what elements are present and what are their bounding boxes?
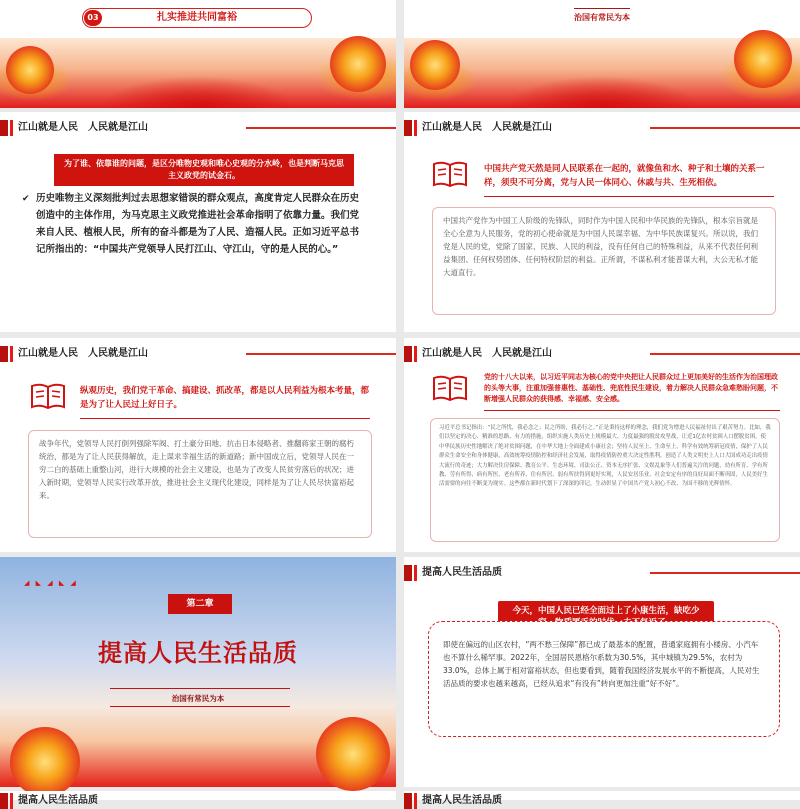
chapter-rule: [110, 706, 290, 707]
header-title: 提高人民生活品质: [422, 795, 502, 806]
slide-banner-2[interactable]: [404, 0, 800, 108]
lead-text: 纵观历史，我们党干革命、搞建设、抓改革，都是以人民利益为根本考量，都是为了让人民过上好日子。: [80, 386, 370, 410]
lead-rule: [484, 410, 780, 411]
slide-header: [404, 120, 800, 136]
header-bar: [0, 793, 8, 809]
lead-rule: [484, 196, 774, 197]
section-title: 扎实推进共同富裕: [82, 8, 312, 28]
slide-header: [404, 346, 800, 362]
header-title: 提高人民生活品质: [18, 795, 98, 806]
section-number: 03: [84, 10, 102, 26]
chapter-title: 提高人民生活品质: [98, 638, 298, 667]
header-rule: [650, 353, 800, 355]
slide-header: [0, 346, 396, 362]
motto-rule: [574, 8, 630, 9]
header-rule: [650, 572, 800, 574]
content-box: 中国共产党作为中国工人阶级的先锋队，同时作为中国人民和中华民族的先锋队，根本宗旨就是全心全意为人民服务，党的初心使命就是为中国人民谋幸福、为中华民族谋复兴。所以说，我们党是人民的党，党除了国家、民族、人民的利益，没有任何自己的特殊利益，从来不代表任何利益集团、任何权势团体、任何特权阶层的利益。正所谓，不谋私利才能普谋大利，大公无私才能大道直行。: [432, 207, 776, 315]
chapter-label: 第二章: [168, 594, 232, 614]
chapter-rule: [110, 688, 290, 689]
header-bar: [10, 793, 13, 809]
lead-rule: [80, 418, 370, 419]
header-title: 江山就是人民 人民就是江山: [18, 348, 148, 359]
header-bar: [0, 346, 8, 362]
slide-content-3[interactable]: [0, 112, 396, 332]
header-bar: [404, 120, 412, 136]
header-bar: [414, 793, 417, 809]
slide-header: [0, 120, 396, 136]
header-bar: [10, 346, 13, 362]
slide-content-5[interactable]: [0, 338, 396, 552]
slide-header: [404, 565, 800, 581]
header-rule: [246, 353, 396, 355]
header-bar: [414, 346, 417, 362]
flower-decoration: [10, 727, 80, 797]
motto-text: 治国有常民为本: [574, 13, 630, 22]
header-title: 江山就是人民 人民就是江山: [422, 122, 552, 133]
header-bar: [404, 346, 412, 362]
book-icon: [432, 160, 468, 188]
lead-text: 中国共产党天然是同人民联系在一起的，就像鱼和水、种子和土壤的关系一样，须臾不可分离，党与人民一体同心、休戚与共、生死相依。: [484, 164, 765, 188]
birds-decoration: ◢ ◣ ◢ ◣ ◢: [24, 579, 78, 587]
flower-decoration: [410, 40, 460, 90]
content-box: 即使在偏远的山区农村，“两不愁三保障”都已成了最基本的配置，普通家庭拥有小楼房、小汽车也不算什么稀罕事。2022年，全国居民恩格尔系数为30.5%，其中城镇为29.5%，农村为33.0%，总体上属于相对富裕状态，但也要看到，随着我国经济发展水平的不断提高，人民对生活品质的要求也越来越高，已经从追求“有没有”转向更加注重“好不好”。: [428, 621, 780, 737]
slide-content-8[interactable]: [404, 557, 800, 787]
slide-header: [0, 793, 396, 809]
flower-decoration: [734, 30, 792, 88]
header-title: 江山就是人民 人民就是江山: [18, 122, 148, 133]
header-bar: [0, 120, 8, 136]
header-bar: [404, 793, 412, 809]
flower-decoration: [316, 717, 390, 791]
flower-decoration: [6, 46, 54, 94]
book-icon: [30, 382, 66, 410]
quote-band: 今天，中国人民已经全面过上了小康生活，缺吃少: [498, 601, 714, 633]
content-box: 战争年代，党领导人民打倒列强除军阀、打土豪分田地、抗击日本侵略者、推翻蒋家王朝的腐朽统治，都是为了让人民获得解放，走上谋求幸福生活的新道路；新中国成立后，党领导人民在一穷二白的基础上重整山河，进行大规模的社会主义建设，也是为了改变人民贫穷落后的状况；进入新时期，党领导人民实行改革开放，推进社会主义现代化建设，同样是为了让人民尽快富裕起来。: [28, 430, 372, 538]
flower-decoration: [330, 36, 386, 92]
slide-content-6[interactable]: [404, 338, 800, 552]
chapter-motto: 治国有常民为本: [171, 694, 225, 703]
check-icon: ✔: [22, 194, 30, 204]
slide-content-4[interactable]: [404, 112, 800, 332]
slide-chapter-cover[interactable]: [0, 557, 396, 787]
header-bar: [404, 565, 412, 581]
slide-content-9[interactable]: [0, 791, 396, 806]
header-rule: [246, 127, 396, 129]
header-rule: [650, 127, 800, 129]
header-bar: [414, 565, 417, 581]
lead-text: 党的十八大以来，以习近平同志为核心的党中央把让人民群众过上更加美好的生活作为治国理政的头等大事，注重加强普惠性、基础性、兜底性民生建设，着力解决人民群众急难愁盼问题，不断增强人民群众的获得感、幸福感、安全感。: [484, 373, 778, 403]
slide-content-10[interactable]: [404, 791, 800, 806]
header-title: 提高人民生活品质: [422, 567, 502, 578]
header-title: 江山就是人民 人民就是江山: [422, 348, 552, 359]
body-text: 历史唯物主义深刻批判过去思想家错误的群众观点，高度肯定人民群众在历史创造中的主体作用，为马克思主义政党推进社会革命指明了依靠力量。我们党来自人民、植根人民，所有的奋斗都是为了人民、造福人民。正如习近平总书记所指出的：“中国共产党领导人民打江山、守江山，守的是人民的心。”: [36, 193, 360, 255]
slide-banner-1[interactable]: [0, 0, 396, 108]
slide-header: [404, 793, 800, 809]
quote-band: 为了谁、依靠谁的问题，是区分唯物史观和唯心史观的分水岭，也是判断马克思主义政党的试金石。: [54, 154, 354, 186]
header-bar: [10, 120, 13, 136]
book-icon: [432, 374, 468, 402]
header-bar: [414, 120, 417, 136]
content-box: 习近平总书记指出：“民之所忧，我必念之；民之所盼，我必行之。”正是秉持这样的理念，我们党为增进人民福祉付出了艰苦努力。比如，我们以坚定的决心、精准的思路、有力的措施，组织实施人类历史上规模最大、力度最强的脱贫攻坚战，让近1亿农村贫困人口摆脱贫困，使中华民族历史性地解决了绝对贫困问题，在中华大地上全面建成小康社会；坚持人民至上、生命至上，科学有效统筹新冠疫情，保护了人民群众生命安全和身体健康，高效统筹疫情防控和经济社会发展，取得疫情防控重大决定性胜利，创造了人类文明史上人口大国成功走出疫情大流行的奇迹；大力解决住房保障、教育公平、生态环境、司法公正、资本无序扩张、文娱乱象等人们普遍关注的问题，幼有所育、学有所教、劳有所得、病有所医、老有所养、住有所居、弱有所扶得到更好实现，人民安居乐业、社会安定有序的良好局面不断巩固，人民美好生活需要的向往不断变为现实。这些都在新时代划下了深深的印记，生动彰显了中国共产党人初心不改、为国不移的光辉情怀。: [430, 418, 780, 542]
